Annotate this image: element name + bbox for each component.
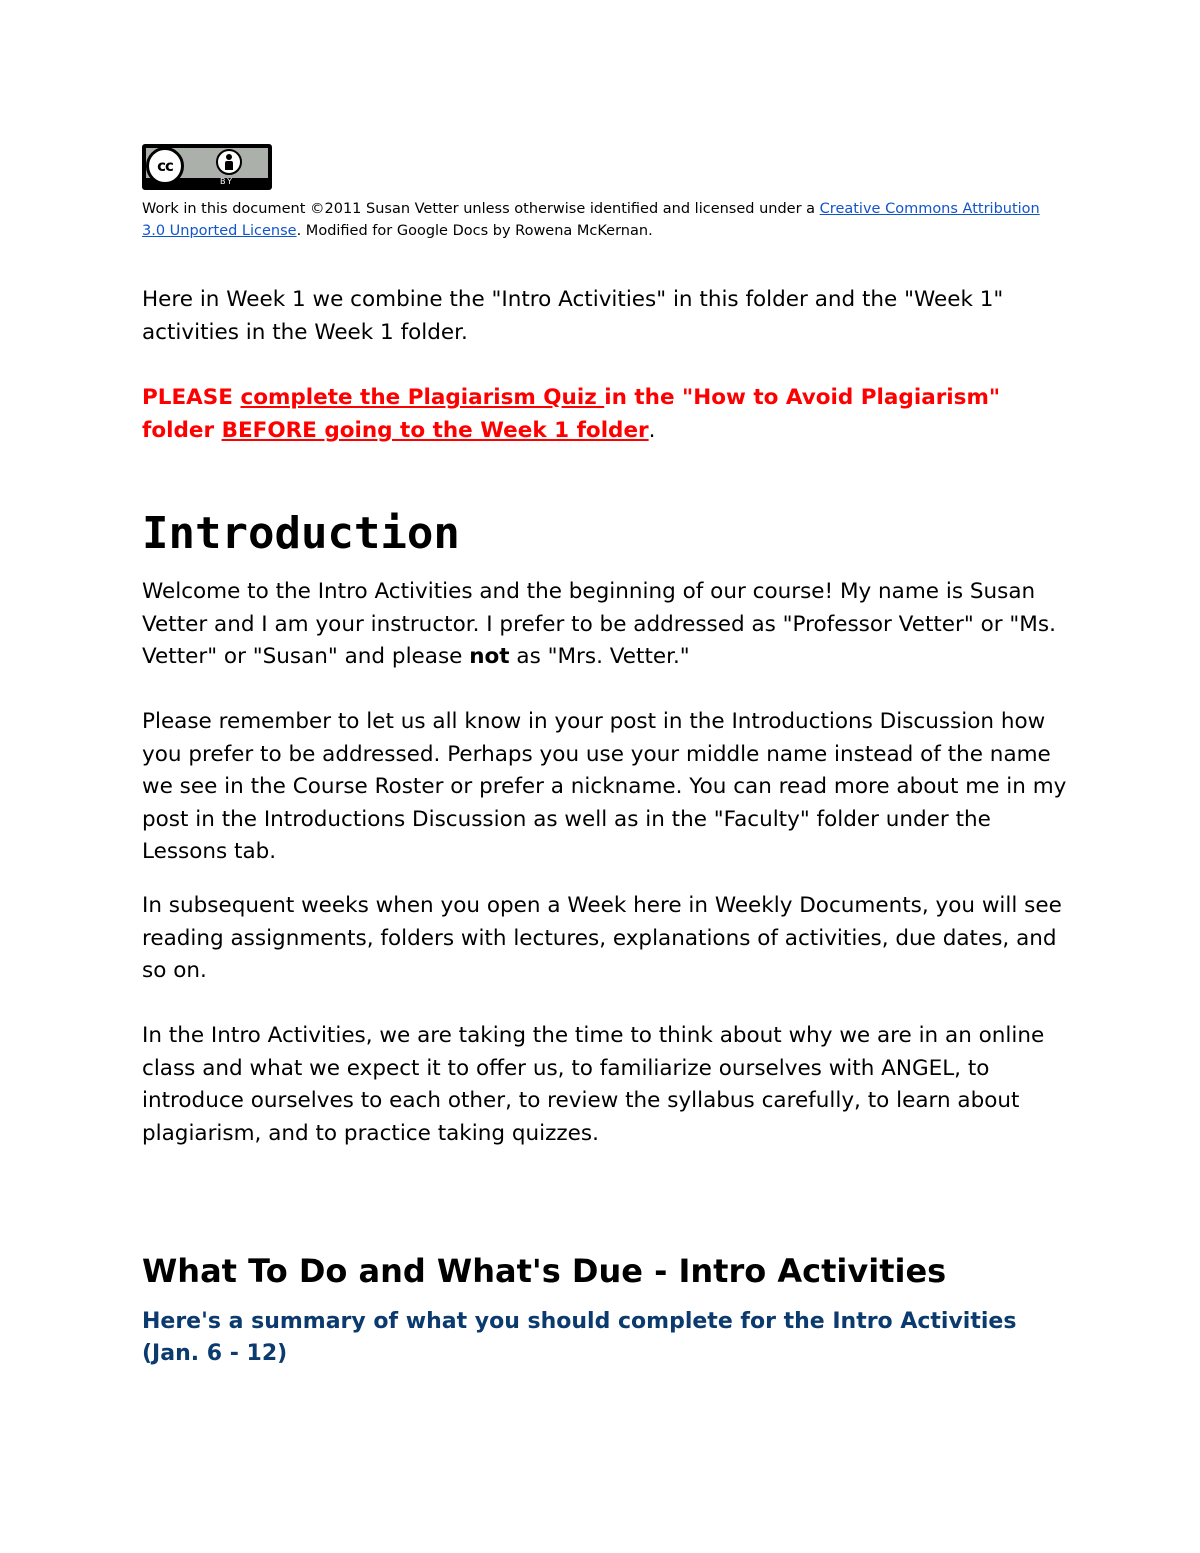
plagiarism-quiz-link[interactable]: complete the Plagiarism Quiz	[240, 385, 605, 410]
subsequent-weeks-paragraph: In subsequent weeks when you open a Week here in Weekly Documents, you will see reading assignments, folders with lectures, explanations of activities, due dates, and so on.	[142, 893, 1062, 984]
please-end: .	[648, 417, 656, 443]
please-lead: PLEASE	[142, 385, 241, 410]
welcome-part1: Welcome to the Intro Activities and the beginning of our course! My name is Susan Vetter and I am your instructor. I prefer to be addressed as "Professor Vetter" or "Ms. Vetter" or "Susan" and please	[142, 579, 1056, 670]
license-suffix: . Modified for Google Docs by Rowena McKernan.	[296, 223, 653, 239]
license-prefix: Work in this document ©2011 Susan Vetter unless otherwise identified and licensed under a	[142, 201, 820, 217]
license-notice	[142, 198, 1062, 242]
introduction-heading: Introduction	[142, 508, 460, 559]
welcome-bold-not: not	[469, 644, 510, 670]
person-head	[226, 154, 232, 160]
please-mid: in the "How to Avoid Plagiarism" folder	[142, 385, 1001, 443]
plagiarism-notice	[142, 382, 1072, 447]
summary-heading: Here's a summary of what you should complete for the Intro Activities (Jan. 6 - 12)	[142, 1309, 1017, 1366]
by-label: BY	[220, 177, 234, 186]
welcome-paragraph	[142, 576, 1072, 674]
creative-commons-by-badge[interactable]	[142, 144, 272, 190]
attribution-person-icon	[216, 149, 242, 175]
what-to-do-heading: What To Do and What's Due - Intro Activities	[142, 1252, 947, 1290]
welcome-part2: as "Mrs. Vetter."	[509, 644, 690, 670]
week1-intro-paragraph: Here in Week 1 we combine the "Intro Activities" in this folder and the "Week 1" activities in the Week 1 folder.	[142, 287, 1004, 345]
cc-icon: cc	[146, 147, 184, 185]
intro-activities-paragraph: In the Intro Activities, we are taking the time to think about why we are in an online class and what we expect it to offer us, to familiarize ourselves with ANGEL, to introduce ourselves to each other, to review the syllabus carefully, to learn about plagiarism, and to practice taking quizzes.	[142, 1023, 1045, 1146]
remember-paragraph: Please remember to let us all know in your post in the Introductions Discussion how you prefer to be addressed. Perhaps you use your middle name instead of the name we see in the Course Roster or prefer a nickname. You can read more about me in my post in the Introductions Discussion as well as in the "Faculty" folder under the Lessons tab.	[142, 709, 1067, 865]
week1-folder-link[interactable]: BEFORE going to the Week 1 folder	[221, 417, 649, 443]
person-body	[225, 161, 233, 170]
creative-commons-license-link[interactable]: Creative Commons Attribution 3.0 Unported License	[142, 201, 1040, 239]
